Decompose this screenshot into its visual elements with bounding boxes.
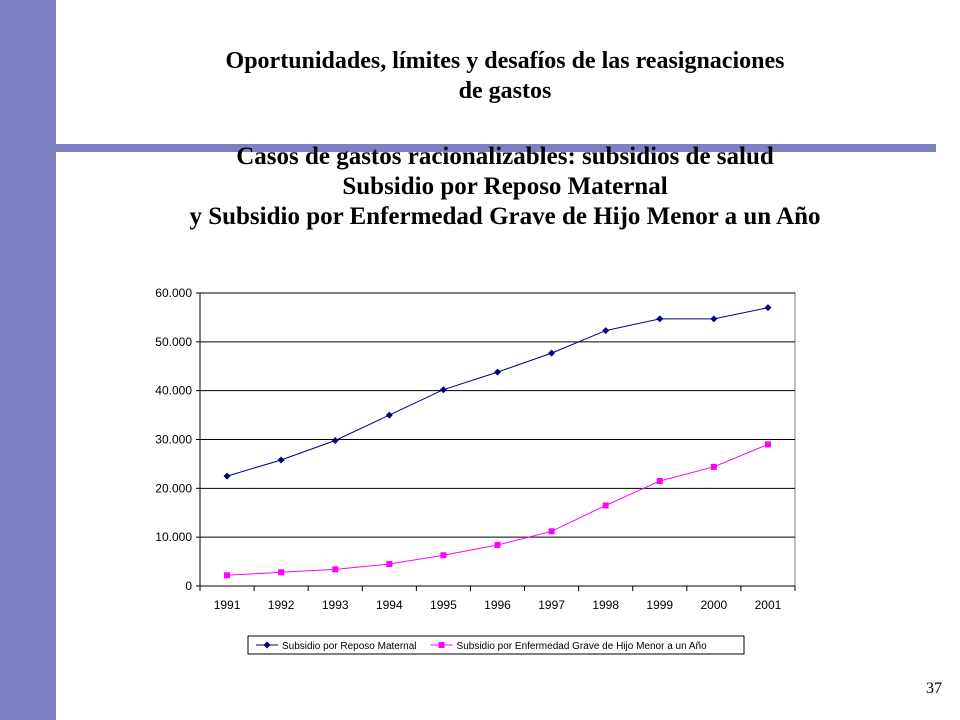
- title-line-1: Oportunidades, límites y desafíos de las reasignaciones: [225, 48, 785, 74]
- title-line-2: de gastos: [458, 78, 552, 104]
- data-point-square: [603, 502, 609, 508]
- x-tick-label: 1991: [213, 598, 241, 612]
- line-chart: [140, 280, 810, 670]
- x-tick-label: 1993: [321, 598, 349, 612]
- legend-entry-label: Subsidio por Reposo Maternal: [282, 641, 417, 652]
- data-point-square: [549, 528, 555, 534]
- x-tick-label: 1992: [267, 598, 295, 612]
- data-point-square: [495, 542, 501, 548]
- slide-subtitle: [60, 142, 950, 232]
- y-tick-label: 30.000: [155, 432, 192, 447]
- slide-title: [60, 46, 950, 106]
- x-tick-label: 1997: [538, 598, 565, 612]
- y-tick-label: 10.000: [155, 530, 192, 545]
- data-point-square: [224, 572, 230, 578]
- data-point-square: [711, 464, 717, 470]
- x-tick-label: 1999: [646, 598, 674, 612]
- x-tick-label: 1994: [375, 598, 403, 612]
- x-tick-label: 1998: [592, 598, 620, 612]
- page-number: 37: [926, 680, 942, 697]
- data-point-square: [386, 561, 392, 567]
- x-tick-label: 2000: [700, 598, 728, 612]
- left-accent-bar: [0, 0, 56, 720]
- y-tick-label: 20.000: [155, 481, 192, 496]
- x-tick-label: 2001: [754, 598, 782, 612]
- subtitle-line-2: Subsidio por Reposo Maternal: [342, 173, 668, 200]
- y-tick-label: 50.000: [155, 334, 192, 349]
- legend-entry-label: Subsidio por Enfermedad Grave de Hijo Menor a un Año: [456, 641, 707, 652]
- data-point-square: [765, 441, 771, 447]
- x-tick-label: 1995: [430, 598, 457, 612]
- y-tick-label: 0: [185, 579, 192, 593]
- data-point-square: [440, 552, 446, 558]
- x-tick-label: 1996: [484, 598, 511, 612]
- data-point-square: [332, 566, 338, 572]
- data-point-square: [278, 569, 284, 575]
- y-tick-label: 40.000: [155, 383, 192, 398]
- data-point-square: [657, 478, 663, 484]
- legend-marker-square: [439, 642, 445, 648]
- subtitle-line-3: y Subsidio por Enfermedad Grave de Hijo Menor a un Año: [189, 203, 821, 230]
- subtitle-line-1: Casos de gastos racionalizables: subsidios de salud: [236, 143, 774, 170]
- y-tick-label: 60.000: [155, 286, 192, 300]
